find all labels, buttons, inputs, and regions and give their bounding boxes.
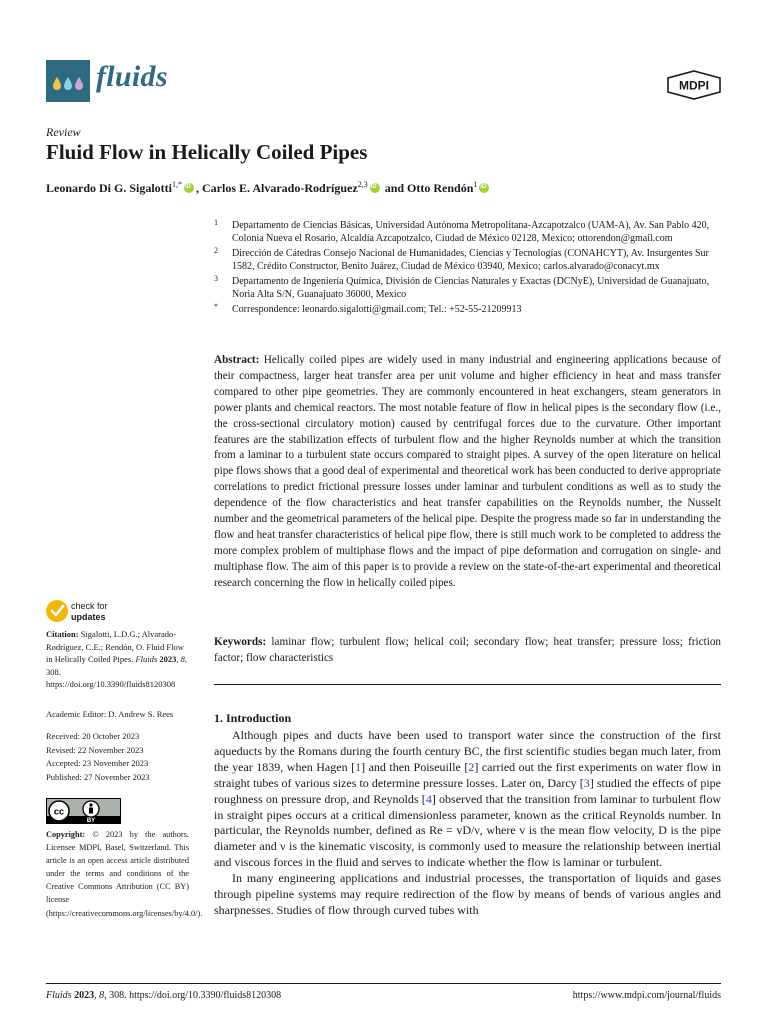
keywords-label: Keywords: bbox=[214, 636, 267, 648]
footer-year: 2023 bbox=[74, 990, 95, 1001]
copyright-label: Copyright: bbox=[46, 830, 86, 839]
citation-label: Citation: bbox=[46, 629, 79, 639]
academic-editor: Academic Editor: D. Andrew S. Rees bbox=[46, 709, 174, 719]
section-divider bbox=[214, 684, 721, 685]
keywords-text: laminar flow; turbulent flow; helical coil; secondary flow; heat transfer; pressure loss; friction factor; flow characteristics bbox=[214, 636, 722, 664]
abstract-text: Helically coiled pipes are widely used in many industrial and engineering applications because of their compactness, larger heat transfer area per unit volume and higher efficiency in heat and mass transfer compared to other pipe geometries. They are commonly encountered in heat exchangers, steam generators in power plants and chemical reactors. The most notable feature of flow in helical pipes is the secondary flow (i.e., the cross-sectional circulatory motion) caused by centrifugal forces due to the curvature. Other important features are the stabilization effects of turbulent flow and the higher Reynolds number at which the transition from a laminar to a turbulent state occurs compared to straight pipes. A survey of the open literature on helical pipe flows shows that a good deal of experimental and theoretical work has been conducted to derive appropriate correlations to predict frictional pressure losses under laminar and turbulent conditions as well as to study the dependence of the flow characteristics and heat transfer capabilities on the Reynolds number, the Nusselt number and the geometrical parameters of the helical pipe. Despite the progress made so far in understanding the flow and heat transfer characteristics of helical pipe flow, there is still much work to be completed to address the more complex problem of multiphase flows and the impact of pipe deformation and corrugation on single- and multiphase flow. The aim of this paper is to provide a review on the state-of-the-art experimental and theoretical research concerning the flow in helically coiled pipes. bbox=[214, 354, 722, 589]
author-name[interactable]: Carlos E. Alvarado-Rodríguez bbox=[202, 181, 358, 195]
paragraph-text: Although pipes and ducts have been used to transport water since the construction of the first aqueducts by the Romans during the fourth century BC, the first scientific studies began much later, from the year 1839, when Hagen [ bbox=[214, 728, 721, 774]
abstract bbox=[214, 353, 721, 592]
paragraph: In many engineering applications and industrial processes, the transportation of liquids and gases through pipeline systems may require redirection of the flow by means of bends of various angles and sharpnesses. Studies of flow through curved tubes with bbox=[214, 871, 721, 917]
paragraph-text: ] carried out the first experiments on water flow in straight tubes of various sizes to determine pressure losses. Later on, Darcy [ bbox=[214, 759, 722, 790]
check-for-updates-badge[interactable] bbox=[46, 598, 146, 629]
check-updates-bottom: updates bbox=[71, 612, 106, 622]
author-name[interactable]: Leonardo Di G. Sigalotti bbox=[46, 181, 173, 195]
footer-volume: 8 bbox=[99, 990, 105, 1001]
journal-logo[interactable] bbox=[46, 60, 90, 102]
affiliation-item bbox=[214, 248, 724, 273]
affiliation-item bbox=[214, 220, 724, 245]
paragraph-text: ] observed that the transition from laminar to turbulent flow in straight pipes occurs at a critical dimensionless parameter, known as the critical Reynolds number. In particular, the Reynolds number, defined as Re = vD/ν, where v is the mean flow velocity, D is the pipe diameter and ν is the kinematic viscosity, is commonly used to measure the relationship between inertial and viscous forces in the fluid and serves to indicate whether the flow is laminar or turbulent. bbox=[214, 791, 721, 870]
footer-journal-url[interactable]: https://www.mdpi.com/journal/fluids bbox=[572, 990, 721, 1001]
reference-link[interactable]: 4 bbox=[425, 791, 432, 806]
affiliation-number: 2 bbox=[214, 246, 218, 255]
citation-year: 2023 bbox=[159, 654, 177, 665]
author-affil-sup: 1,* bbox=[172, 180, 183, 189]
publication-dates bbox=[46, 730, 196, 784]
check-updates-top: check for bbox=[71, 601, 108, 611]
published-date: Published: 27 November 2023 bbox=[46, 771, 150, 782]
keywords bbox=[214, 635, 721, 667]
footer-doi-link[interactable]: , 308. https://doi.org/10.3390/fluids8120308 bbox=[104, 990, 282, 1001]
revised-date: Revised: 22 November 2023 bbox=[46, 744, 144, 755]
affiliation-number: 1 bbox=[214, 218, 218, 227]
affiliation-text: Departamento de Ingeniería Química, División de Ciencias Naturales y Exactas (DCNyE), Universidad de Guanajuato, Noria Alta S/N, Guanajuato 36000, Mexico bbox=[232, 276, 710, 300]
copyright-text: © 2023 by the authors. Licensee MDPI, Basel, Switzerland. This article is an open access article distributed under the terms and conditions of the Creative Commons Attribution (CC BY) license (https://creativecommons.org/licenses/by/4.0/). bbox=[46, 830, 203, 918]
citation-block: Citation: Sigalotti, L.D.G.; Alvarado-Rodríguez, C.E.; Rendón, O. Fluid Flow in Helically Coiled Pipes. Fluids 2023, 8, 308. https://doi.org/10.3390/fluids8120308 bbox=[46, 629, 187, 690]
affiliation-text: Dirección de Cátedras Consejo Nacional de Humanidades, Ciencias y Tecnologías (CONAHCYT), Av. Insurgentes Sur 1582, Crédito Constructor, Benito Juárez, Ciudad de México 03940, Mexico; carlos.alvarado@conacyt.mx bbox=[232, 248, 709, 272]
affiliation-text: Departamento de Ciencias Básicas, Universidad Autónoma Metropolitana-Azcapotzalco (UAM-A), Av. San Pablo 420, Colonia Nueva el Rosario, Alcaldía Azcapotzalco, Ciudad de México 02128, Mexico; ottorendon@gmail.com bbox=[232, 220, 710, 244]
paragraph-text: ] and then Poiseuille [ bbox=[361, 759, 469, 774]
affiliation-number: * bbox=[214, 302, 218, 311]
cc-by-label: BY bbox=[86, 817, 96, 823]
citation-volume: 8 bbox=[180, 654, 185, 665]
reference-link[interactable]: 1 bbox=[355, 759, 362, 774]
orcid-icon[interactable] bbox=[184, 183, 194, 193]
mdpi-logo[interactable] bbox=[666, 70, 722, 105]
correspondence-item bbox=[214, 304, 724, 317]
paragraph bbox=[214, 728, 721, 871]
article-title: Fluid Flow in Helically Coiled Pipes bbox=[46, 140, 368, 164]
footer-citation: Fluids 2023, 8, 308. https://doi.org/10.3390/fluids8120308 bbox=[46, 990, 282, 1001]
paragraph-text: ] studied the effects of pipe roughness on pressure drop, and Reynolds [ bbox=[214, 775, 722, 806]
correspondence-text: Correspondence: leonardo.sigalotti@gmail.com; Tel.: +52-55-21209913 bbox=[232, 304, 522, 315]
affiliation-number: 3 bbox=[214, 274, 218, 283]
reference-link[interactable]: 2 bbox=[468, 759, 475, 774]
copyright-notice bbox=[46, 828, 203, 920]
orcid-icon[interactable] bbox=[370, 183, 380, 193]
author-affil-sup: 1 bbox=[473, 180, 478, 189]
accepted-date: Accepted: 23 November 2023 bbox=[46, 758, 149, 768]
mdpi-logo-text: MDPI bbox=[679, 78, 709, 93]
article-type: Review bbox=[46, 125, 81, 139]
journal-name[interactable]: fluids bbox=[96, 60, 168, 93]
introduction-body bbox=[214, 728, 721, 919]
citation-journal: Fluids bbox=[135, 654, 158, 665]
abstract-label: Abstract: bbox=[214, 354, 260, 366]
droplets-icon bbox=[46, 60, 90, 102]
mdpi-hexagon-icon bbox=[666, 70, 722, 100]
creative-commons-icon bbox=[47, 799, 120, 823]
section-heading: 1. Introduction bbox=[214, 711, 292, 725]
citation-text: Sigalotti, L.D.G.; Alvarado-Rodríguez, C.E.; Rendón, O. Fluid Flow in Helically Coiled Pipes. bbox=[46, 629, 184, 665]
svg-text:cc: cc bbox=[53, 806, 65, 817]
citation-doi[interactable]: , 308. https://doi.org/10.3390/fluids8120308 bbox=[46, 654, 187, 690]
cc-by-license-badge[interactable] bbox=[46, 798, 121, 824]
author-name[interactable]: Otto Rendón bbox=[407, 181, 474, 195]
affiliation-item bbox=[214, 276, 724, 301]
reference-link[interactable]: 3 bbox=[583, 775, 590, 790]
author-list bbox=[46, 180, 491, 196]
affiliation-list bbox=[214, 220, 724, 320]
footer-divider bbox=[46, 983, 721, 984]
author-separator: , bbox=[196, 181, 203, 195]
received-date: Received: 20 October 2023 bbox=[46, 731, 140, 741]
check-updates-icon bbox=[46, 598, 146, 624]
author-separator: and bbox=[381, 181, 408, 195]
author-affil-sup: 2,3 bbox=[357, 180, 368, 189]
footer-journal: Fluids bbox=[46, 990, 72, 1001]
orcid-icon[interactable] bbox=[479, 183, 489, 193]
